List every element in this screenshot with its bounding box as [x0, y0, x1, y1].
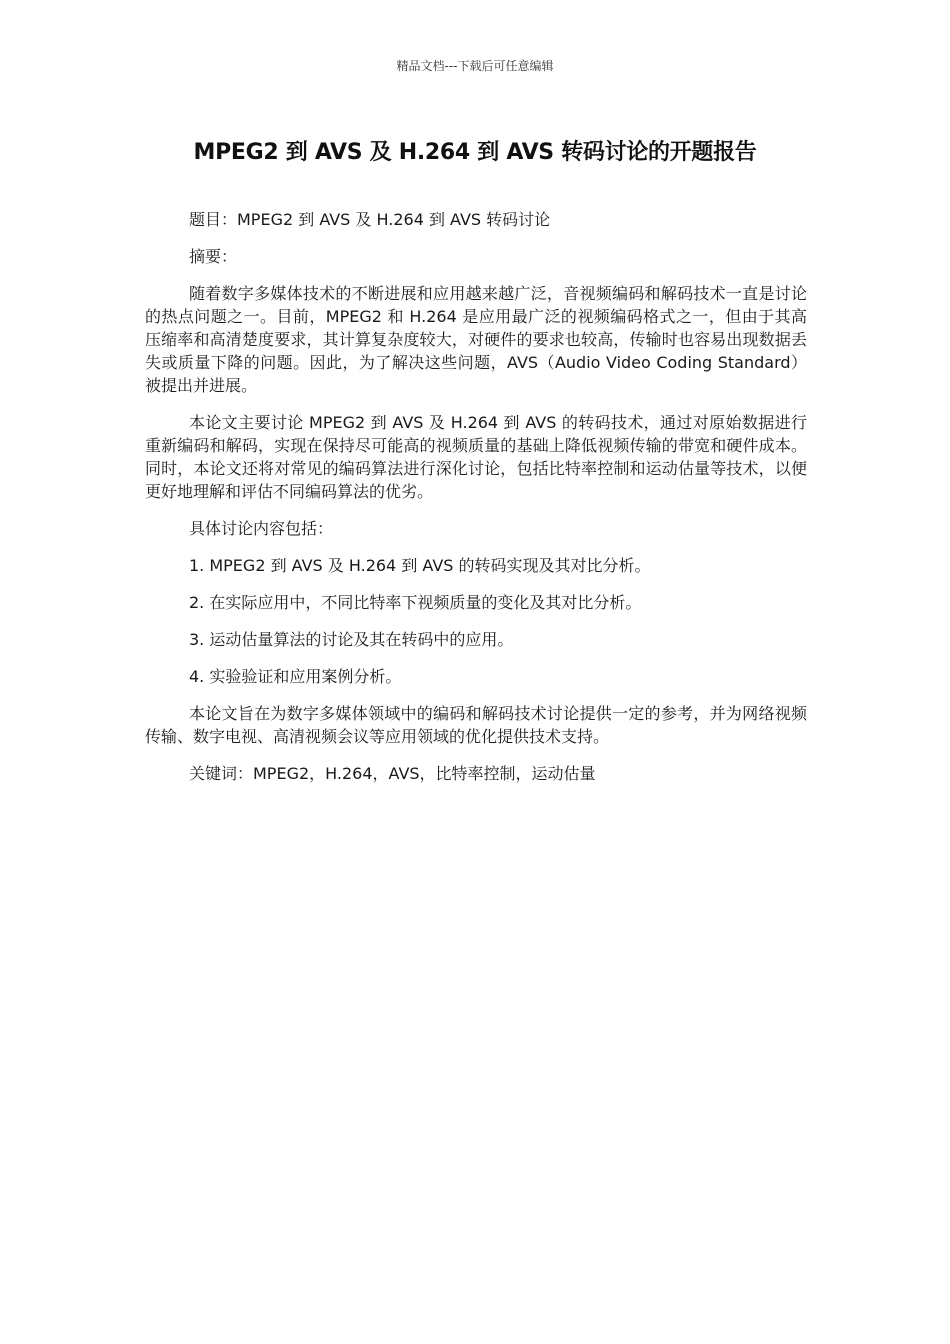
keywords-line: 关键词：MPEG2，H.264，AVS，比特率控制，运动估量 [189, 764, 596, 783]
contents-label: 具体讨论内容包括： [189, 519, 334, 538]
list-item-4: 4. 实验验证和应用案例分析。 [189, 667, 402, 686]
topic-line: 题目：MPEG2 到 AVS 及 H.264 到 AVS 转码讨论 [189, 210, 551, 229]
list-item-3: 3. 运动估量算法的讨论及其在转码中的应用。 [189, 630, 514, 649]
abstract-paragraph-2: 本论文主要讨论 MPEG2 到 AVS 及 H.264 到 AVS 的转码技术，通过对原始数据进行重新编码和解码，实现在保持尽可能高的视频质量的基础上降低视频传输的带宽和硬件成本。同时，本论文还将对常见的编码算法进行深化讨论，包括比特率控制和运动估量等技术，以便更好地理解和评估不同编码算法的优劣。 [145, 413, 807, 501]
list-item-2: 2. 在实际应用中，不同比特率下视频质量的变化及其对比分析。 [189, 593, 642, 612]
abstract-label: 摘要： [189, 247, 238, 266]
document-body [145, 208, 807, 799]
list-item-1: 1. MPEG2 到 AVS 及 H.264 到 AVS 的转码实现及其对比分析。 [189, 556, 651, 575]
document-title: MPEG2 到 AVS 及 H.264 到 AVS 转码讨论的开题报告 [193, 140, 757, 165]
abstract-paragraph-1: 随着数字多媒体技术的不断进展和应用越来越广泛，音视频编码和解码技术一直是讨论的热点问题之一。目前，MPEG2 和 H.264 是应用最广泛的视频编码格式之一，但由于其高压缩率和高清楚度要求，其计算复杂度较大，对硬件的要求也较高，传输时也容易出现数据丢失或质量下降的问题。因此，为了解决这些问题，AVS（Audio Video Coding Standard）被提出并进展。 [145, 284, 807, 395]
header-note: 精品文档---下载后可任意编辑 [396, 59, 554, 73]
abstract-paragraph-3: 本论文旨在为数字多媒体领域中的编码和解码技术讨论提供一定的参考，并为网络视频传输、数字电视、高清视频会议等应用领域的优化提供技术支持。 [145, 704, 807, 746]
